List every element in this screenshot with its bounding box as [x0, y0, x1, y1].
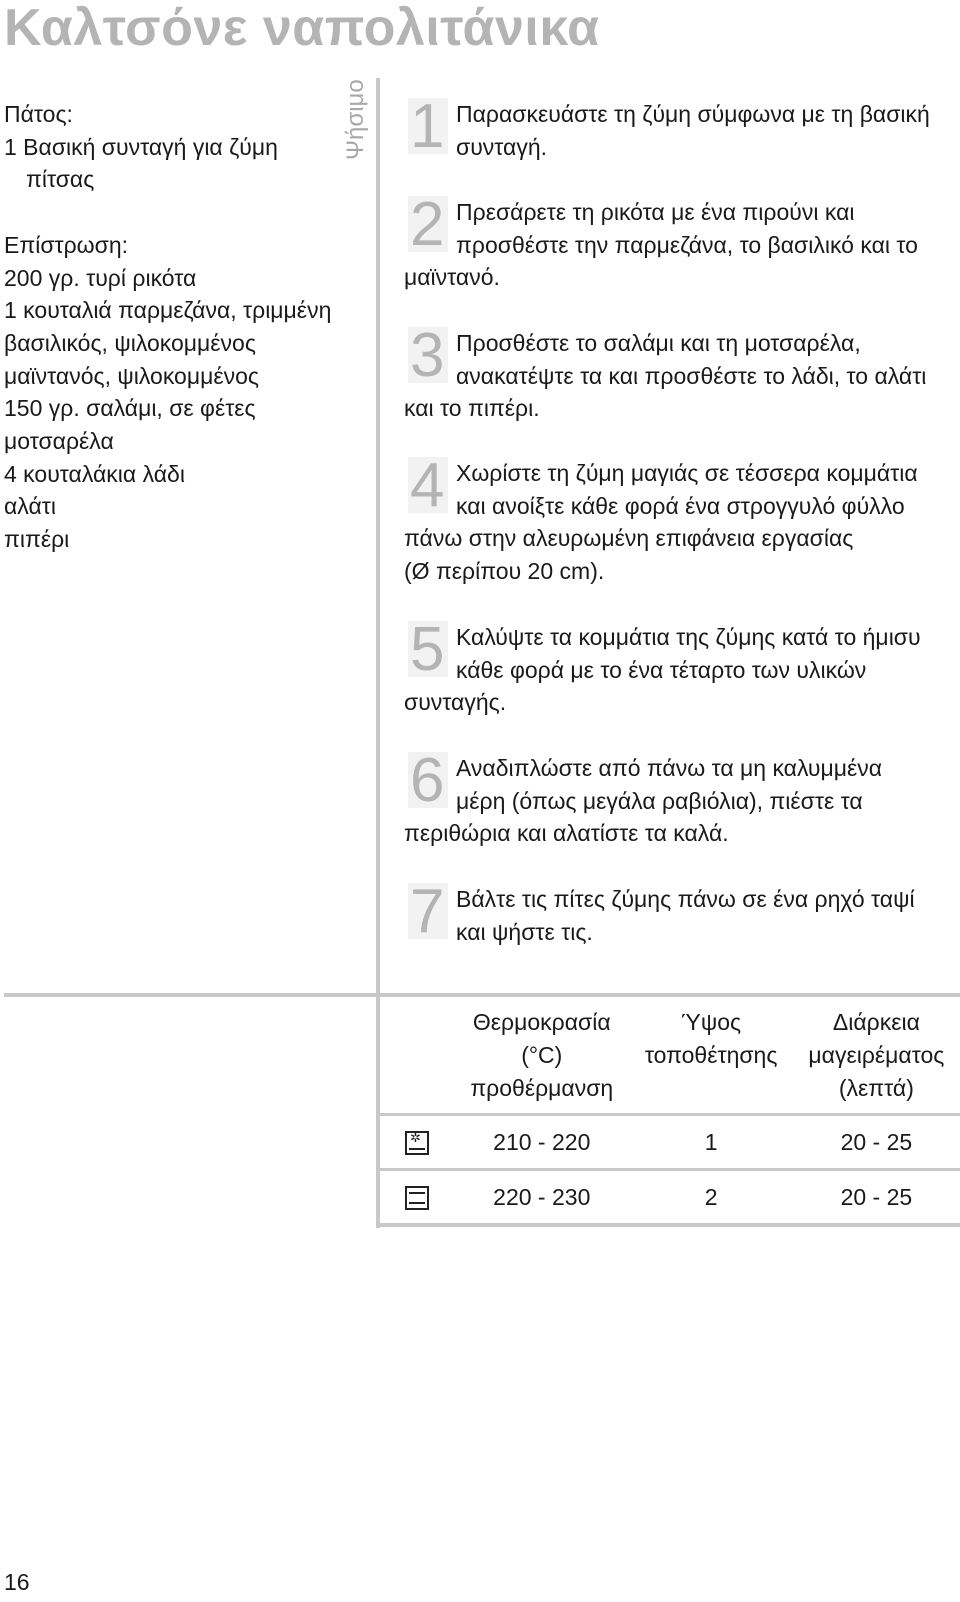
step-number: 7: [408, 883, 448, 939]
base-heading: Πάτος:: [4, 101, 73, 127]
step: [404, 615, 960, 719]
level-cell: 2: [630, 1170, 793, 1226]
step-text: Βάλτε τις πίτες ζύμης πάνω σε ένα ρηχό ταψί: [456, 886, 915, 912]
oven-settings-table: [380, 1000, 960, 1227]
topping-heading: Επίστρωση:: [4, 231, 129, 258]
step-number: 4: [408, 457, 448, 513]
step: [404, 321, 960, 425]
step-text: Χωρίστε τη ζύμη μαγιάς σε τέσσερα κομμάτια: [456, 460, 918, 486]
ingredient-item: 150 γρ. σαλάμι, σε φέτες: [4, 395, 256, 422]
table-row: [380, 1170, 960, 1226]
step-text: μαϊντανό.: [404, 264, 500, 291]
step-text: (Ø περίπου 20 cm).: [404, 558, 605, 585]
recipe-title: Καλτσόνε ναπολιτάνικα: [4, 0, 600, 57]
step-number: 6: [408, 752, 448, 808]
step-text: Πρεσάρετε τη ρικότα με ένα πιρούνι και: [456, 199, 855, 225]
step-text: προσθέστε την παρμεζάνα, το βασιλικό και το: [456, 231, 918, 258]
step: [404, 746, 960, 850]
ingredient-item: μοτσαρέλα: [4, 428, 114, 455]
temperature-cell: 210 - 220: [454, 1115, 630, 1170]
ingredient-item: βασιλικός, ψιλοκομμένος: [4, 329, 256, 356]
base-line: 1 Βασική συνταγή για ζύμη: [4, 133, 278, 160]
step-text: συνταγής.: [404, 689, 507, 716]
step-text: και ανοίξτε κάθε φορά ένα στρογγυλό φύλλο: [456, 492, 905, 519]
ingredient-item: 1 κουταλιά παρμεζάνα, τριμμένη: [4, 297, 332, 324]
table-row: [380, 1115, 960, 1170]
header-empty: [380, 1000, 454, 1115]
step-number: 1: [408, 98, 448, 154]
table-header-row: [380, 1000, 960, 1115]
step-text: Παρασκευάστε τη ζύμη σύμφωνα με τη βασική: [456, 101, 930, 127]
ingredient-item: αλάτι: [4, 493, 56, 520]
header-level: Ύψος τοποθέτησης: [644, 1009, 778, 1068]
step-number: 5: [408, 621, 448, 677]
top-bottom-heat-icon: [405, 1186, 429, 1210]
step-text: μέρη (όπως μεγάλα ραβιόλια), πιέστε τα: [456, 787, 863, 814]
step-text: και το πιπέρι.: [404, 395, 540, 422]
spacer: [4, 196, 364, 229]
ingredient-item: μαϊντανός, ψιλοκομμένος: [4, 362, 259, 389]
horizontal-divider: [4, 993, 960, 997]
step: [404, 451, 960, 588]
step: [404, 92, 960, 163]
step-text: συνταγή.: [456, 133, 548, 160]
step-number: 3: [408, 327, 448, 383]
step-text: Καλύψτε τα κομμάτια της ζύμης κατά το ήμισυ: [456, 624, 921, 650]
step-text: κάθε φορά με το ένα τέταρτο των υλικών: [456, 656, 867, 683]
step-text: και ψήστε τις.: [456, 918, 593, 945]
ingredient-item: 200 γρ. τυρί ρικότα: [4, 264, 197, 291]
step-text: ανακατέψτε τα και προσθέστε το λάδι, το αλάτι: [456, 362, 927, 389]
step-text: Αναδιπλώστε από πάνω τα μη καλυμμένα: [456, 755, 883, 781]
ingredients-list: [4, 98, 364, 556]
step: [404, 877, 960, 948]
step-text: Προσθέστε το σαλάμι και τη μοτσαρέλα,: [456, 330, 861, 356]
duration-cell: 20 - 25: [793, 1170, 960, 1226]
level-cell: 1: [630, 1115, 793, 1170]
section-label-text: Ψήσιμο: [342, 79, 369, 160]
step-text: πάνω στην αλευρωμένη επιφάνεια εργασίας: [404, 525, 854, 552]
ingredient-item: πιπέρι: [4, 526, 70, 553]
temperature-cell: 220 - 230: [454, 1170, 630, 1226]
header-temperature: Θερμοκρασία (°C) προθέρμανση: [470, 1009, 614, 1101]
step-text: περιθώρια και αλατίστε τα καλά.: [404, 820, 729, 847]
ingredient-item: 4 κουταλάκια λάδι: [4, 460, 185, 487]
base-line: πίτσας: [26, 166, 95, 193]
step: [404, 190, 960, 294]
step-number: 2: [408, 196, 448, 252]
page-number: 16: [4, 1569, 30, 1595]
duration-cell: 20 - 25: [793, 1115, 960, 1170]
fan-oven-icon: [405, 1131, 429, 1155]
header-duration: Διάρκεια μαγειρέματος (λεπτά): [808, 1009, 945, 1101]
section-label: [340, 78, 380, 168]
